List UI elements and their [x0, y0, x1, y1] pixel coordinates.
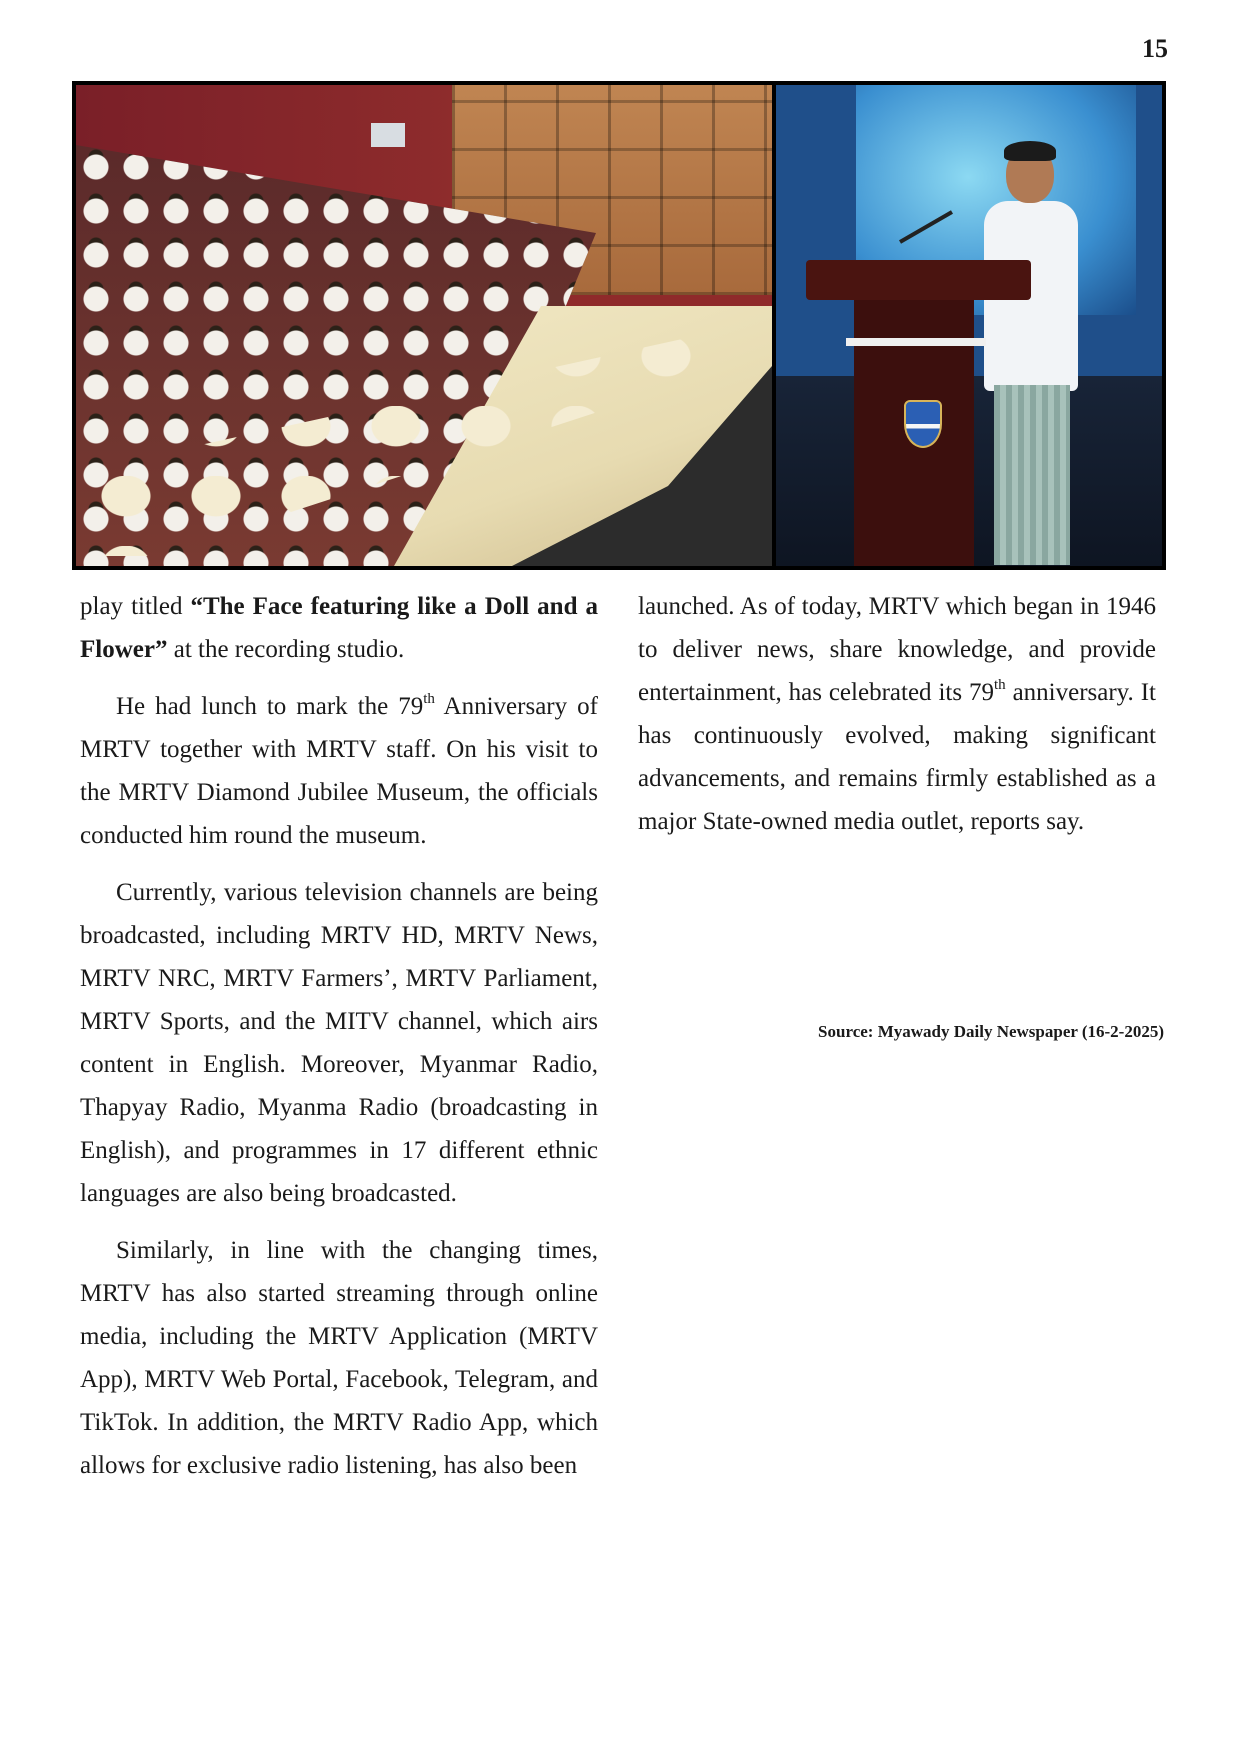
source-credit: Source: Myawady Daily Newspaper (16-2-2025) [818, 1022, 1164, 1041]
superscript: th [993, 677, 1006, 693]
speaker-photo [776, 85, 1162, 566]
right-column [638, 585, 1156, 857]
stage-screen [371, 123, 405, 147]
paragraph-3: Currently, various television channels are being broadcasted, including MRTV HD, MRTV News, MRTV NRC, MRTV Farmers’, MRTV Parliament, MRTV Sports, and the MITV channel, which airs content in English. Moreover, Myanmar Radio, Thapyay Radio, Myanma Radio (broadcasting in English), and programmes in 17 different ethnic languages are also being broadcasted. [80, 879, 598, 1207]
paragraph-text: launched. As of today, MRTV which began in 1946 to deliver news, share knowledge, and provide entertainment, has celebrated its 79 [638, 593, 1156, 706]
audience-photo [76, 85, 772, 566]
page-number: 15 [1142, 34, 1168, 63]
paragraph-text: Anniversary of MRTV together with MRTV staff. On his visit to the MRTV Diamond Jubilee Museum, the officials conducted him round the museum. [80, 693, 598, 849]
paragraph-5 [638, 585, 1156, 843]
crest-icon [904, 400, 942, 448]
superscript: th [423, 691, 435, 707]
podium [806, 260, 1031, 566]
left-column [80, 585, 598, 1501]
paragraph-2 [80, 685, 598, 857]
paragraph-text: at the recording studio. [167, 636, 405, 663]
paragraph-1 [80, 585, 598, 671]
photo-pair [72, 81, 1166, 570]
paragraph-text: He had lunch to mark the 79 [116, 693, 424, 720]
speaker-hair [1004, 141, 1056, 161]
paragraph-4: Similarly, in line with the changing times, MRTV has also started streaming through online media, including the MRTV Application (MRTV App), MRTV Web Portal, Facebook, Telegram, and TikTok. In addition, the MRTV Radio App, which allows for exclusive radio listening, has also been [80, 1237, 598, 1479]
podium-top [806, 260, 1031, 300]
podium-stripe [846, 338, 986, 346]
play-title: “The Face featuring like a Doll and a Flower” [80, 593, 598, 663]
paragraph-text: anniversary. It has continuously evolved, making significant advancements, and remains firmly established as a major State-owned media outlet, reports say. [638, 679, 1156, 835]
paragraph-text: play titled [80, 593, 191, 620]
